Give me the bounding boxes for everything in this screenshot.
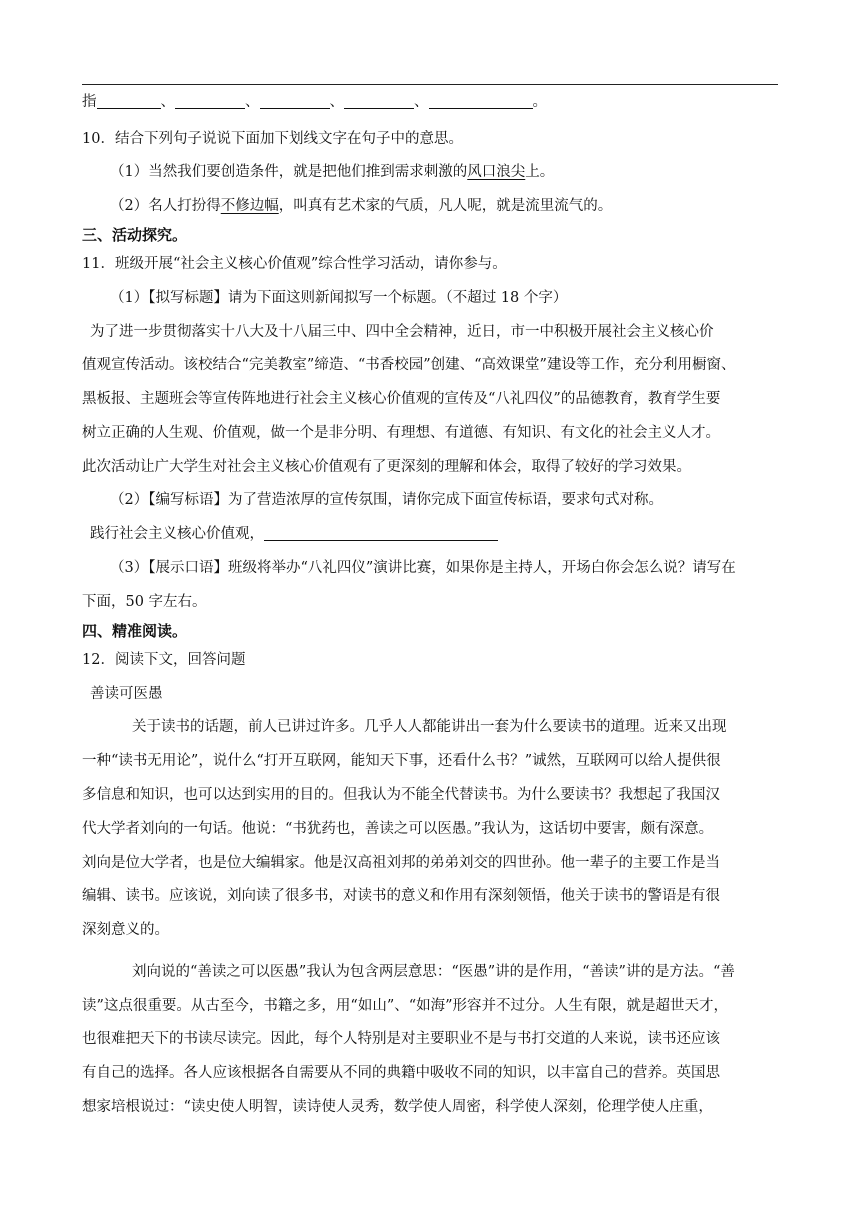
news-line: 为了进一步贯彻落实十八大及十八届三中、四中全会精神，近日，市一中积极开展社会主义核心价 [90,324,714,340]
article-line: 多信息和知识，也可以达到实用的目的。但我认为不能全代替读书。为什么要读书？我想起了我国汉 [82,787,720,803]
q10-sentence-1: （1）当然我们要创造条件，就是把他们推到需求刺激的风口浪尖上。 [110,164,555,180]
article-line: 编辑、读书。应该说，刘向读了很多书，对读书的意义和作用有深刻领悟，他关于读书的警语是有很 [82,888,720,904]
answer-blank[interactable] [344,94,414,109]
article-line: 有自己的选择。各人应该根据各自需要从不同的典籍中吸收不同的知识，以丰富自己的营养。英国思 [82,1065,720,1081]
article-line: 关于读书的话题，前人已讲过许多。几乎人人都能讲出一套为什么要读书的道理。近来又出现 [132,719,727,735]
answer-blank[interactable] [429,94,533,109]
article-line: 一种“读书无用论”，说什么“打开互联网，能知天下事，还看什么书？”诚然，互联网可以给人提供很 [82,753,721,769]
answer-blank[interactable] [97,94,161,109]
article-line: 刘向是位大学者，也是位大编辑家。他是汉高祖刘邦的弟弟刘交的四世孙。他一辈子的主要工作是当 [82,855,720,871]
underlined-phrase: 不修边幅 [220,198,279,214]
article-line: 也很难把天下的书读尽读完。因此，每个人特别是对主要职业不是与书打交道的人来说，读书还应该 [82,1031,720,1047]
q10-stem: 10．结合下列句子说说下面加下划线文字在句子中的意思。 [82,131,463,147]
slogan-line: 践行社会主义核心价值观， [90,524,498,544]
q11-part-3-cont: 下面，50 字左右。 [82,594,207,610]
article-line: 刘向说的“善读之可以医愚”我认为包含两层意思：“医愚”讲的是作用，“善读”讲的是方法。“善 [132,964,735,980]
q11-part-1: （1）【拟写标题】请为下面这则新闻拟写一个标题。（不超过 18 个字） [110,290,568,306]
news-line: 此次活动让广大学生对社会主义核心价值观有了更深刻的理解和体会，取得了较好的学习效果。 [82,459,691,475]
header-rule [82,84,778,85]
article-title: 善读可医愚 [90,686,163,702]
answer-blank[interactable] [175,94,245,109]
q11-part-3: （3）【展示口语】班级将举办“八礼四仪”演讲比赛，如果你是主持人，开场白你会怎么说？请写在 [110,560,736,576]
q9-answer-line: 指 、 、 、 、 。 [82,94,547,110]
section-4-heading: 四、精准阅读。 [82,622,188,640]
q11-stem: 11．班级开展“社会主义核心价值观”综合性学习活动，请你参与。 [82,256,507,272]
article-line: 深刻意义的。 [82,922,169,938]
q10-sentence-2: （2）名人打扮得不修边幅，叫真有艺术家的气质，凡人呢，就是流里流气的。 [110,198,613,214]
answer-blank[interactable] [260,94,330,109]
article-line: 读”这点很重要。从古至今，书籍之多，用“如山”、“如海”形容并不过分。人生有限，就是超世天才， [82,998,729,1014]
article-line: 想家培根说过：“读史使人明智，读诗使人灵秀，数学使人周密，科学使人深刻，伦理学使人庄重， [82,1099,713,1115]
news-line: 值观宣传活动。该校结合“完美教室”缔造、“书香校园”创建、“高效课堂”建设等工作，充分利用橱窗、 [82,357,736,373]
underlined-phrase: 风口浪尖 [467,164,526,180]
section-3-heading: 三、活动探究。 [82,226,188,244]
slogan-blank[interactable] [264,526,498,541]
q11-part-2: （2）【编写标语】为了营造浓厚的宣传氛围，请你完成下面宣传标语，要求句式对称。 [110,492,663,508]
article-line: 代大学者刘向的一句话。他说：“书犹药也，善读之可以医愚。”我认为，这话切中要害，颇有深意。 [82,821,714,837]
q12-stem: 12．阅读下文，回答问题 [82,652,246,668]
news-line: 黑板报、主题班会等宣传阵地进行社会主义核心价值观的宣传及“八礼四仪”的品德教育，教育学生要 [82,391,721,407]
news-line: 树立正确的人生观、价值观，做一个是非分明、有理想、有道德、有知识、有文化的社会主义人才。 [82,425,720,441]
